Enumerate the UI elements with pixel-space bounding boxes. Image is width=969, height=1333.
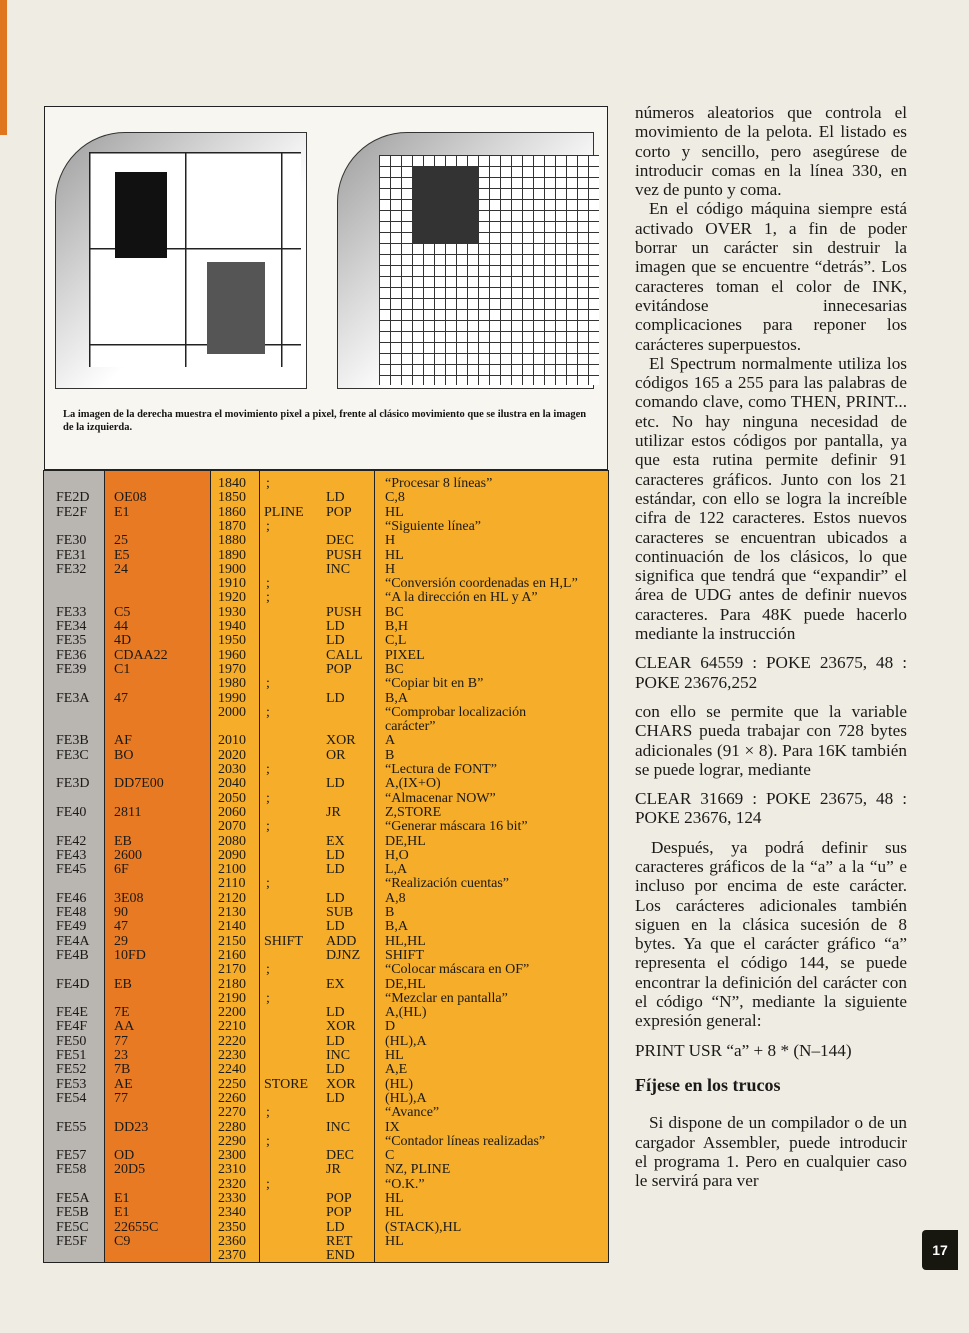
listing-arg: D bbox=[385, 1019, 396, 1035]
listing-hex: C5 bbox=[114, 604, 131, 620]
listing-semi: ; bbox=[266, 790, 270, 806]
listing-semi: ; bbox=[266, 476, 270, 491]
listing-num: 2170 bbox=[218, 962, 246, 978]
article-paragraph: En el código máquina siempre está activado OVER 1, a fin de poder borrar un carácter sin destruir la imagen que se encuentre “detrás”. Los caracteres toman el color de INK, evitándose innecesarias complicaciones para reponer los carácteres superpuestos. bbox=[635, 199, 907, 354]
listing-semi: ; bbox=[266, 762, 270, 777]
listing-hex: 77 bbox=[114, 1033, 128, 1049]
listing-arg: HL bbox=[385, 1048, 404, 1063]
fine-grid bbox=[379, 155, 599, 385]
listing-num: 2140 bbox=[218, 919, 246, 935]
listing-arg: “Contador líneas realizadas” bbox=[385, 1133, 546, 1149]
listing-addr: FE4A bbox=[56, 933, 90, 949]
listing-arg: “Conversión coordenadas en H,L” bbox=[385, 576, 578, 592]
listing-num: 2360 bbox=[218, 1233, 246, 1249]
listing-hex: 7E bbox=[114, 1005, 130, 1021]
page-number: 17 bbox=[922, 1230, 958, 1270]
listing-semi: ; bbox=[266, 676, 270, 692]
listing-arg: L,A bbox=[385, 862, 408, 878]
listing-op: LD bbox=[326, 890, 345, 906]
listing-arg: (HL),A bbox=[385, 1090, 427, 1106]
listing-addr: FE30 bbox=[56, 533, 87, 549]
listing-arg: (HL) bbox=[385, 1076, 413, 1092]
listing-num: 2080 bbox=[218, 833, 246, 849]
listing-hex: EB bbox=[114, 833, 132, 849]
article-column bbox=[635, 103, 907, 1190]
listing-arg: B,A bbox=[385, 919, 408, 935]
glyph-a-pixel bbox=[412, 166, 478, 243]
listing-addr: FE31 bbox=[56, 547, 87, 563]
figure-box bbox=[44, 106, 608, 470]
listing-op: POP bbox=[326, 504, 352, 520]
listing-op: LD bbox=[326, 619, 345, 634]
listing-num: 2090 bbox=[218, 847, 246, 863]
listing-op: JR bbox=[326, 804, 341, 820]
listing-op: POP bbox=[326, 1205, 352, 1221]
article-paragraph: con ello se permite que la variable CHARS pueda trabajar con 728 bytes adicionales (91 × 8). Para 16K también se puede lograr, mediante bbox=[635, 701, 907, 779]
listing-arg: B bbox=[385, 747, 395, 763]
listing-hex: AE bbox=[114, 1076, 133, 1092]
listing-num: 1870 bbox=[218, 518, 246, 534]
article-paragraph: Si dispone de un compilador o de un cargador Assembler, puede introducir el programa 1. Pero en cualquier caso le servirá para ver bbox=[635, 1113, 907, 1191]
listing-num: 2180 bbox=[218, 976, 246, 992]
listing-op: OR bbox=[326, 747, 346, 763]
listing-op: LD bbox=[326, 1005, 345, 1021]
listing-num: 2130 bbox=[218, 905, 246, 920]
listing-num: 2370 bbox=[218, 1248, 246, 1264]
listing-op: LD bbox=[326, 847, 345, 863]
listing-arg: B,H bbox=[385, 619, 408, 634]
listing-num: 2010 bbox=[218, 733, 246, 749]
listing-num: 1960 bbox=[218, 647, 246, 663]
listing-arg: A,E bbox=[385, 1062, 408, 1078]
listing-addr: FE3C bbox=[56, 747, 89, 763]
listing-num: 2300 bbox=[218, 1148, 246, 1164]
listing-arg: Z,STORE bbox=[385, 804, 442, 820]
listing-arg: A bbox=[385, 733, 396, 749]
listing-op: POP bbox=[326, 661, 352, 677]
listing-num: 1910 bbox=[218, 576, 246, 592]
listing-arg: C,8 bbox=[385, 490, 405, 506]
listing-op: SUB bbox=[326, 905, 354, 920]
listing-num: 2160 bbox=[218, 947, 246, 963]
listing-arg: B bbox=[385, 905, 395, 920]
listing-hex: 77 bbox=[114, 1090, 128, 1106]
listing-num: 2150 bbox=[218, 933, 246, 949]
listing-op: JR bbox=[326, 1162, 341, 1178]
listing-num: 2280 bbox=[218, 1119, 246, 1135]
listing-op: END bbox=[326, 1248, 355, 1264]
listing-op: LD bbox=[326, 1090, 345, 1106]
listing-arg: HL bbox=[385, 547, 404, 563]
listing-hex: 2811 bbox=[114, 804, 142, 820]
listing-num: 2250 bbox=[218, 1076, 246, 1092]
article-paragraph: Después, ya podrá definir sus caracteres gráficos de la “a” a la “u” e incluso por encima de este carácter. Los carácteres adicionales también siguen en la clásica sucesión de 8 bytes. Ya que el carácter gráfico “a” representa el código 144, se puede encontrar la definición del carácter con el código “N”, mediante la siguiente expresión general: bbox=[635, 837, 907, 1031]
listing-arg: HL bbox=[385, 1205, 404, 1221]
listing-num: 2260 bbox=[218, 1090, 246, 1106]
listing-op: INC bbox=[326, 1119, 351, 1135]
listing-semi: ; bbox=[266, 1105, 270, 1121]
listing-arg: SHIFT bbox=[385, 947, 424, 963]
listing-arg: HL bbox=[385, 1233, 404, 1249]
listing-hex: 22655C bbox=[114, 1219, 159, 1235]
listing-hex: 10FD bbox=[114, 947, 146, 963]
listing-num: 1920 bbox=[218, 590, 246, 606]
listing-op: LD bbox=[326, 919, 345, 935]
listing-num: 2050 bbox=[218, 790, 246, 806]
listing-arg: “Avance” bbox=[385, 1105, 440, 1121]
listing-hex: OD bbox=[114, 1148, 135, 1164]
listing-op: ADD bbox=[326, 933, 357, 949]
listing-op: LD bbox=[326, 690, 345, 706]
listing-hex: 23 bbox=[114, 1048, 128, 1063]
listing-num: 2310 bbox=[218, 1162, 246, 1178]
listing-addr: FE5C bbox=[56, 1219, 89, 1235]
listing-arg: IX bbox=[385, 1119, 400, 1135]
listing-op: XOR bbox=[326, 1019, 356, 1035]
listing-arg: BC bbox=[385, 661, 404, 677]
listing-addr: FE32 bbox=[56, 561, 87, 577]
glyph-a-large bbox=[115, 172, 167, 258]
listing-addr: FE40 bbox=[56, 804, 87, 820]
listing-num: 1880 bbox=[218, 533, 246, 549]
listing-arg: A,8 bbox=[385, 890, 406, 906]
listing-arg: DE,HL bbox=[385, 833, 426, 849]
figure-caption: La imagen de la derecha muestra el movimiento pixel a pixel, frente al clásico movimiento que se ilustra en la imagen de la izquierda. bbox=[63, 409, 587, 433]
listing-label: PLINE bbox=[264, 504, 304, 520]
listing-arg: NZ, PLINE bbox=[385, 1162, 451, 1178]
listing-num: 2340 bbox=[218, 1205, 246, 1221]
listing-addr: FE52 bbox=[56, 1062, 87, 1078]
listing-hex: E5 bbox=[114, 547, 130, 563]
listing-num: 2120 bbox=[218, 890, 246, 906]
listing-hex: DD7E00 bbox=[114, 776, 164, 792]
listing-arg: B,A bbox=[385, 690, 408, 706]
listing-num: 1890 bbox=[218, 547, 246, 563]
listing-addr: FE3B bbox=[56, 733, 89, 749]
listing-arg: “Generar máscara 16 bit” bbox=[385, 819, 528, 835]
listing-addr: FE4B bbox=[56, 947, 89, 963]
listing-addr: FE3D bbox=[56, 776, 90, 792]
listing-arg: DE,HL bbox=[385, 976, 426, 992]
listing-addr: FE57 bbox=[56, 1148, 87, 1164]
listing-arg: PIXEL bbox=[385, 647, 425, 663]
listing-num: 1930 bbox=[218, 604, 246, 620]
listing-op: XOR bbox=[326, 1076, 356, 1092]
listing-hex: 90 bbox=[114, 905, 128, 920]
listing-addr: FE48 bbox=[56, 905, 87, 920]
listing-num: 2240 bbox=[218, 1062, 246, 1078]
listing-hex: AF bbox=[114, 733, 132, 749]
listing-num: 1990 bbox=[218, 690, 246, 706]
listing-arg: A,(HL) bbox=[385, 1005, 427, 1021]
listing-num: 1950 bbox=[218, 633, 246, 649]
listing-arg: H bbox=[385, 533, 396, 549]
listing-op: DEC bbox=[326, 533, 354, 549]
listing-hex: 44 bbox=[114, 619, 128, 634]
listing-arg: HL bbox=[385, 504, 404, 520]
listing-addr: FE55 bbox=[56, 1119, 87, 1135]
listing-arg: “Procesar 8 líneas” bbox=[385, 476, 493, 491]
listing-addr: FE4E bbox=[56, 1005, 88, 1021]
code-line: CLEAR 31669 : POKE 23675, 48 : POKE 23676, 124 bbox=[635, 789, 907, 828]
listing-addr: FE2F bbox=[56, 504, 88, 520]
listing-op: LD bbox=[326, 776, 345, 792]
listing-label: STORE bbox=[264, 1076, 309, 1092]
listing-hex: 4D bbox=[114, 633, 132, 649]
article-paragraph: El Spectrum normalmente utiliza los códigos 165 a 255 para las palabras de comando clave, como THEN, PRINT... etc. No hay ninguna necesidad de utilizar estos códigos por pantalla, ya que esta rutina permite definir 91 caracteres gráficos. Junto con los 21 estándar, con ello se logra la increíble cifra de 122 caracteres. Estos nuevos caracteres se encuentran ubicados a continuación de los clásicos, lo que significa que tendrá que “expandir” el área de UDG antes de definir nuevos caracteres. Para 48K puede hacerlo mediante la instrucción bbox=[635, 353, 907, 644]
listing-arg: BC bbox=[385, 604, 404, 620]
listing-op: LD bbox=[326, 633, 345, 649]
code-line: CLEAR 64559 : POKE 23675, 48 : POKE 23676,252 bbox=[635, 653, 907, 692]
listing-semi: ; bbox=[266, 1176, 270, 1192]
listing-semi: ; bbox=[266, 704, 270, 720]
listing-addr: FE2D bbox=[56, 490, 90, 506]
listing-hex: 25 bbox=[114, 533, 128, 549]
listing-addr: FE45 bbox=[56, 862, 87, 878]
listing-op: INC bbox=[326, 561, 351, 577]
listing-op: EX bbox=[326, 833, 345, 849]
listing-op: LD bbox=[326, 862, 345, 878]
listing-addr: FE54 bbox=[56, 1090, 87, 1106]
listing-op: POP bbox=[326, 1191, 352, 1206]
listing-num: 2190 bbox=[218, 990, 246, 1006]
listing-arg: “O.K.” bbox=[385, 1176, 425, 1192]
listing-num: 2030 bbox=[218, 762, 246, 777]
listing-op: INC bbox=[326, 1048, 351, 1063]
listing-hex: 47 bbox=[114, 690, 128, 706]
listing-hex: 2600 bbox=[114, 847, 142, 863]
listing-addr: FE3A bbox=[56, 690, 90, 706]
listing-op: LD bbox=[326, 1062, 345, 1078]
listing-arg: HL,HL bbox=[385, 933, 426, 949]
listing-arg: H,O bbox=[385, 847, 409, 863]
listing-addr: FE49 bbox=[56, 919, 87, 935]
listing-arg: “Copiar bit en B” bbox=[385, 676, 484, 692]
listing-num: 1970 bbox=[218, 661, 246, 677]
listing-hex: 3E08 bbox=[114, 890, 144, 906]
listing-op: EX bbox=[326, 976, 345, 992]
listing-addr: FE5A bbox=[56, 1191, 90, 1206]
listing-addr: FE51 bbox=[56, 1048, 87, 1063]
listing-num: 1860 bbox=[218, 504, 246, 520]
listing-hex: E1 bbox=[114, 1205, 130, 1221]
listing-hex: BO bbox=[114, 747, 134, 763]
listing-arg: A,(IX+O) bbox=[385, 776, 441, 792]
listing-addr: FE5B bbox=[56, 1205, 89, 1221]
listing-num: 2330 bbox=[218, 1191, 246, 1206]
listing-addr: FE43 bbox=[56, 847, 87, 863]
glyph-a-small bbox=[207, 262, 265, 354]
listing-arg: H bbox=[385, 561, 396, 577]
listing-hex: C1 bbox=[114, 661, 131, 677]
listing-addr: FE4F bbox=[56, 1019, 88, 1035]
article-paragraph: números aleatorios que controla el movimiento de la pelota. El listado es corto y sencillo, pero asegúrese de introducir comas en la línea 330, en vez de punto y coma. bbox=[635, 103, 907, 200]
listing-num: 1840 bbox=[218, 476, 246, 491]
listing-num: 2060 bbox=[218, 804, 246, 820]
listing-label: SHIFT bbox=[264, 933, 303, 949]
listing-semi: ; bbox=[266, 990, 270, 1006]
listing-num: 2200 bbox=[218, 1005, 246, 1021]
listing-addr: FE4D bbox=[56, 976, 90, 992]
listing-addr: FE34 bbox=[56, 619, 87, 634]
listing-semi: ; bbox=[266, 876, 270, 892]
code-line: PRINT USR “a” + 8 * (N–144) bbox=[635, 1040, 852, 1060]
listing-addr: FE5F bbox=[56, 1233, 88, 1249]
orange-edge-bar bbox=[0, 0, 7, 135]
listing-hex: 24 bbox=[114, 561, 128, 577]
section-heading: Fíjese en los trucos bbox=[635, 1074, 781, 1095]
listing-arg: “Almacenar NOW” bbox=[385, 790, 496, 806]
listing-num: 2100 bbox=[218, 862, 246, 878]
listing-arg: “Colocar máscara en OF” bbox=[385, 962, 530, 978]
listing-hex: 29 bbox=[114, 933, 128, 949]
listing-addr: FE53 bbox=[56, 1076, 87, 1092]
listing-op: RET bbox=[326, 1233, 353, 1249]
listing-arg: carácter” bbox=[385, 719, 436, 735]
listing-semi: ; bbox=[266, 576, 270, 592]
listing-hex: 6F bbox=[114, 862, 129, 878]
listing-arg: “A la dirección en HL y A” bbox=[385, 590, 538, 606]
listing-num: 2290 bbox=[218, 1133, 246, 1149]
listing-hex: AA bbox=[114, 1019, 135, 1035]
listing-num: 2040 bbox=[218, 776, 246, 792]
coarse-grid bbox=[89, 152, 301, 367]
listing-arg: C,L bbox=[385, 633, 407, 649]
listing-num: 1940 bbox=[218, 619, 246, 634]
listing-op: LD bbox=[326, 1219, 345, 1235]
listing-op: PUSH bbox=[326, 604, 362, 620]
listing-semi: ; bbox=[266, 590, 270, 606]
listing-semi: ; bbox=[266, 819, 270, 835]
listing-hex: OE08 bbox=[114, 490, 147, 506]
listing-arg: “Realización cuentas” bbox=[385, 876, 509, 892]
listing-arg: “Lectura de FONT” bbox=[385, 762, 497, 777]
listing-arg: “Siguiente línea” bbox=[385, 518, 482, 534]
listing-num: 1900 bbox=[218, 561, 246, 577]
listing-num: 2230 bbox=[218, 1048, 246, 1063]
listing-arg: “Mezclar en pantalla” bbox=[385, 990, 508, 1006]
listing-arg: C bbox=[385, 1148, 395, 1164]
listing-addr: FE33 bbox=[56, 604, 87, 620]
listing-semi: ; bbox=[266, 1133, 270, 1149]
listing-num: 2350 bbox=[218, 1219, 246, 1235]
listing-addr: FE35 bbox=[56, 633, 87, 649]
listing-num: 1980 bbox=[218, 676, 246, 692]
listing-hex: 47 bbox=[114, 919, 128, 935]
listing-arg: (HL),A bbox=[385, 1033, 427, 1049]
listing-addr: FE50 bbox=[56, 1033, 87, 1049]
listing-addr: FE46 bbox=[56, 890, 87, 906]
listing-op: XOR bbox=[326, 733, 356, 749]
listing-hex: E1 bbox=[114, 504, 130, 520]
listing-semi: ; bbox=[266, 518, 270, 534]
listing-addr: FE58 bbox=[56, 1162, 87, 1178]
listing-row bbox=[44, 1247, 608, 1264]
listing-arg: HL bbox=[385, 1191, 404, 1206]
listing-num: 2000 bbox=[218, 704, 246, 720]
listing-num: 2110 bbox=[218, 876, 246, 892]
listing-num: 2220 bbox=[218, 1033, 246, 1049]
listing-op: DJNZ bbox=[326, 947, 361, 963]
listing-num: 1850 bbox=[218, 490, 246, 506]
listing-num: 2020 bbox=[218, 747, 246, 763]
listing-num: 2270 bbox=[218, 1105, 246, 1121]
listing-op: LD bbox=[326, 490, 345, 506]
listing-hex: CDAA22 bbox=[114, 647, 168, 663]
listing-hex: DD23 bbox=[114, 1119, 149, 1135]
listing-op: PUSH bbox=[326, 547, 362, 563]
listing-hex: 20D5 bbox=[114, 1162, 146, 1178]
listing-addr: FE36 bbox=[56, 647, 87, 663]
listing-hex: EB bbox=[114, 976, 132, 992]
listing-hex: 7B bbox=[114, 1062, 131, 1078]
listing-op: DEC bbox=[326, 1148, 354, 1164]
listing-addr: FE39 bbox=[56, 661, 87, 677]
listing-hex: E1 bbox=[114, 1191, 130, 1206]
listing-num: 2210 bbox=[218, 1019, 246, 1035]
listing-addr: FE42 bbox=[56, 833, 87, 849]
listing-arg: “Comprobar localización bbox=[385, 704, 527, 720]
listing-num: 2320 bbox=[218, 1176, 246, 1192]
listing-arg: (STACK),HL bbox=[385, 1219, 462, 1235]
listing-semi: ; bbox=[266, 962, 270, 978]
listing-num: 2070 bbox=[218, 819, 246, 835]
listing-op: LD bbox=[326, 1033, 345, 1049]
assembler-listing bbox=[43, 470, 609, 1263]
listing-op: CALL bbox=[326, 647, 363, 663]
listing-hex: C9 bbox=[114, 1233, 131, 1249]
